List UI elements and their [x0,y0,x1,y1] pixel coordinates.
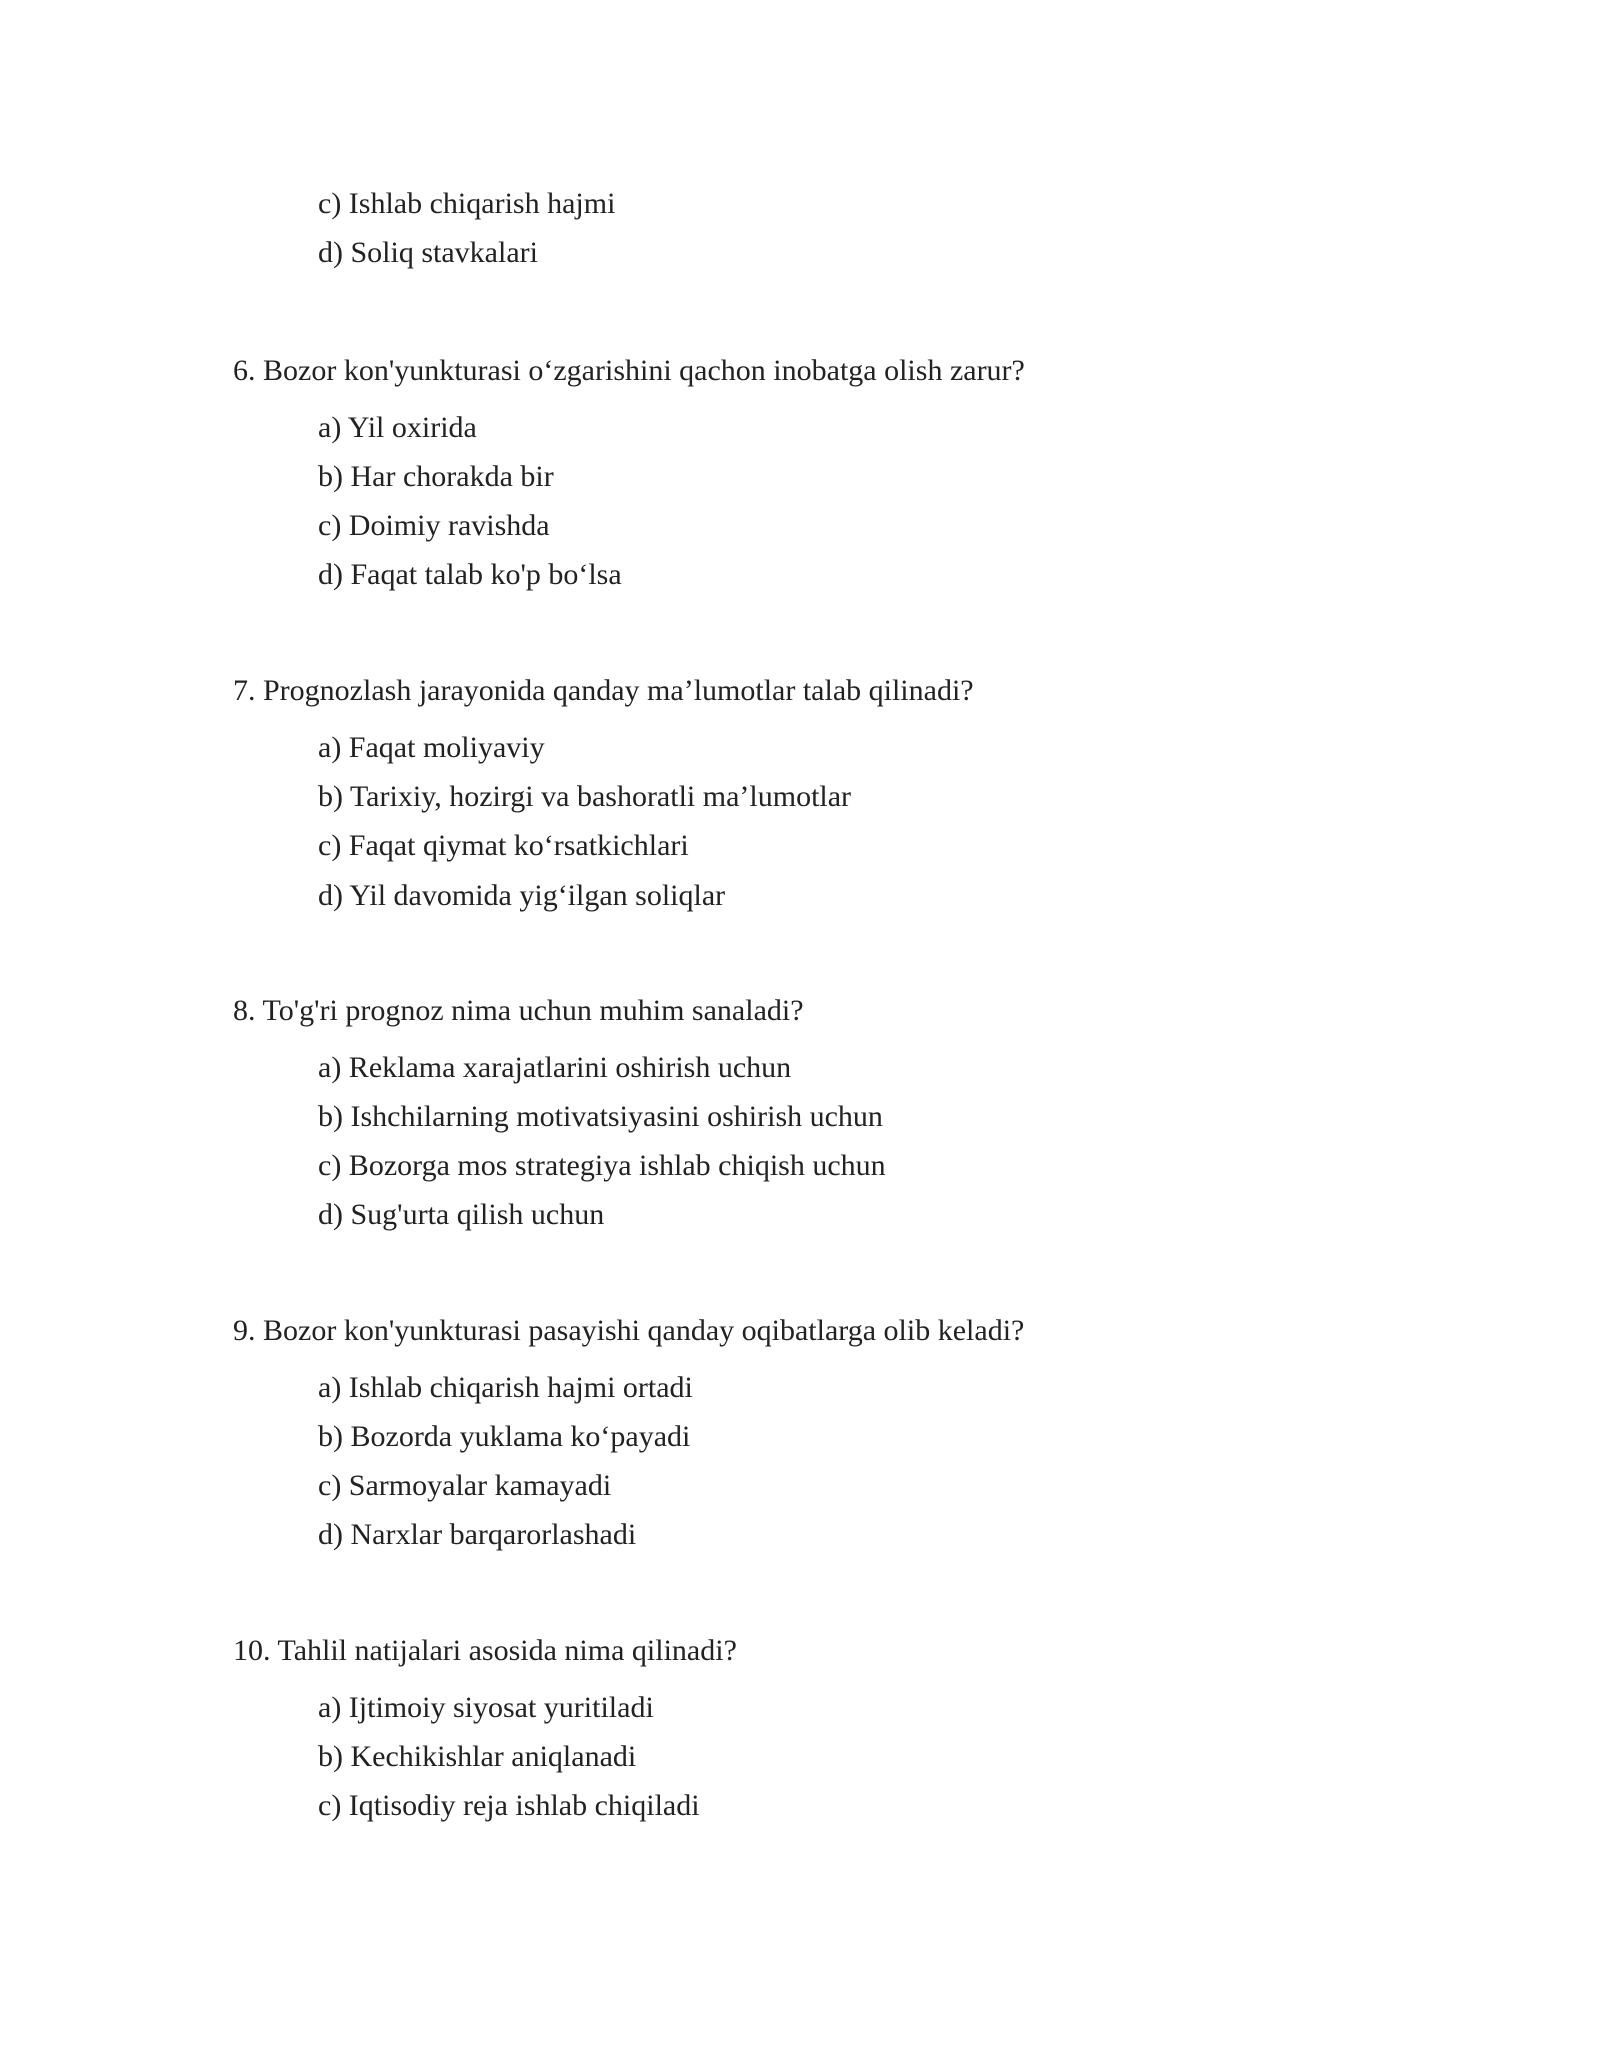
question-9-text: 9. Bozor kon'yunkturasi pasayishi qanday oqibatlarga olib keladi? [233,1314,1025,1347]
option-item: c) Bozorga mos strategiya ishlab chiqish uchun [318,1149,886,1182]
option-item: b) Bozorda yuklama ko‘payadi [318,1420,691,1453]
option-item: c) Faqat qiymat ko‘rsatkichlari [318,829,689,862]
option-item: d) Yil davomida yig‘ilgan soliqlar [318,879,726,912]
option-item: d) Faqat talab ko'p bo‘lsa [318,558,622,591]
option-item: d) Soliq stavkalari [318,236,538,269]
option-item: c) Ishlab chiqarish hajmi [318,187,616,220]
option-item: b) Kechikishlar aniqlanadi [318,1740,637,1773]
option-item: a) Ijtimoiy siyosat yuritiladi [318,1691,654,1724]
question-7-text: 7. Prognozlash jarayonida qanday ma’lumotlar talab qilinadi? [233,674,974,707]
question-10-text: 10. Tahlil natijalari asosida nima qilinadi? [233,1634,737,1667]
option-item: a) Faqat moliyaviy [318,731,545,764]
option-item: d) Sug'urta qilish uchun [318,1198,605,1231]
option-item: c) Doimiy ravishda [318,509,550,542]
option-item: c) Sarmoyalar kamayadi [318,1469,612,1502]
question-8-text: 8. To'g'ri prognoz nima uchun muhim sanaladi? [233,994,804,1027]
option-item: c) Iqtisodiy reja ishlab chiqiladi [318,1789,700,1822]
option-item: a) Reklama xarajatlarini oshirish uchun [318,1051,792,1084]
option-item: d) Narxlar barqarorlashadi [318,1518,637,1551]
option-item: a) Ishlab chiqarish hajmi ortadi [318,1371,693,1404]
option-item: a) Yil oxirida [318,411,477,444]
option-item: b) Tarixiy, hozirgi va bashoratli ma’lumotlar [318,780,852,813]
option-item: b) Ishchilarning motivatsiyasini oshirish uchun [318,1100,883,1133]
option-item: b) Har chorakda bir [318,460,554,493]
question-6-text: 6. Bozor kon'yunkturasi o‘zgarishini qachon inobatga olish zarur? [233,354,1025,387]
